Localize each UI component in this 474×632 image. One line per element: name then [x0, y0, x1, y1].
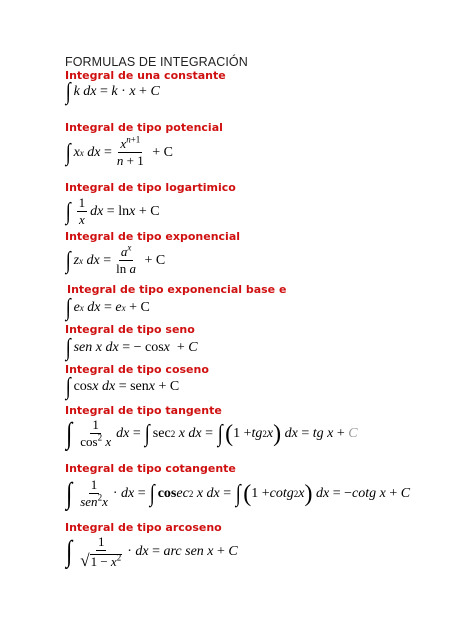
heading-logaritmico: Integral de tipo logartimico [65, 181, 236, 194]
heading-constante: Integral de una constante [65, 69, 226, 82]
heading-tangente: Integral de tipo tangente [65, 404, 222, 417]
formula-logaritmico: ∫ $\frac{1}{x}$ dx = ln x + C [65, 195, 160, 228]
formula-seno: ∫ sen x dx = − cos x + C [65, 335, 198, 361]
formula-coseno: ∫ cos x dx = sen x + C [65, 374, 180, 400]
heading-exponencial: Integral de tipo exponencial [65, 230, 241, 243]
heading-coseno: Integral de tipo coseno [65, 363, 209, 376]
formula-potencial: ∫ x x dx = $\frac{x^{n+1}}{n + 1}$ + C [65, 134, 173, 169]
formula-cotangente: ∫ $\frac{1}{sen^2x}$ · dx = ∫ cos ec 2 x dx = ∫ ( 1 + cotg 2 x ) dx = − cotg x + C [66, 476, 411, 510]
formula-tangente: ∫ $\frac{1}{\cos^2 x}$ dx = ∫ sec 2 x dx = ∫ ( 1 + tg 2 x ) dx = tg x + C [66, 416, 358, 450]
heading-exponencial-base-e: Integral de tipo exponencial base e [67, 283, 287, 296]
formula-exponencial: ∫ z x dx = $\frac{a^x}{\text{ln a}}$ + C [65, 242, 166, 277]
heading-cotangente: Integral de tipo cotangente [65, 462, 236, 475]
formula-constante: ∫ k dx = k · x + C [65, 79, 160, 105]
formula-exponencial-base-e: ∫ e x dx = e x + C [65, 295, 150, 321]
heading-seno: Integral de tipo seno [65, 323, 195, 336]
formula-arcoseno: ∫ 1 √ $1 - x^2$ · dx = arc sen x + C [66, 534, 238, 571]
heading-arcoseno: Integral de tipo arcoseno [65, 521, 222, 534]
document-title: FORMULAS DE INTEGRACIÓN [65, 55, 248, 69]
heading-potencial: Integral de tipo potencial [65, 121, 223, 134]
